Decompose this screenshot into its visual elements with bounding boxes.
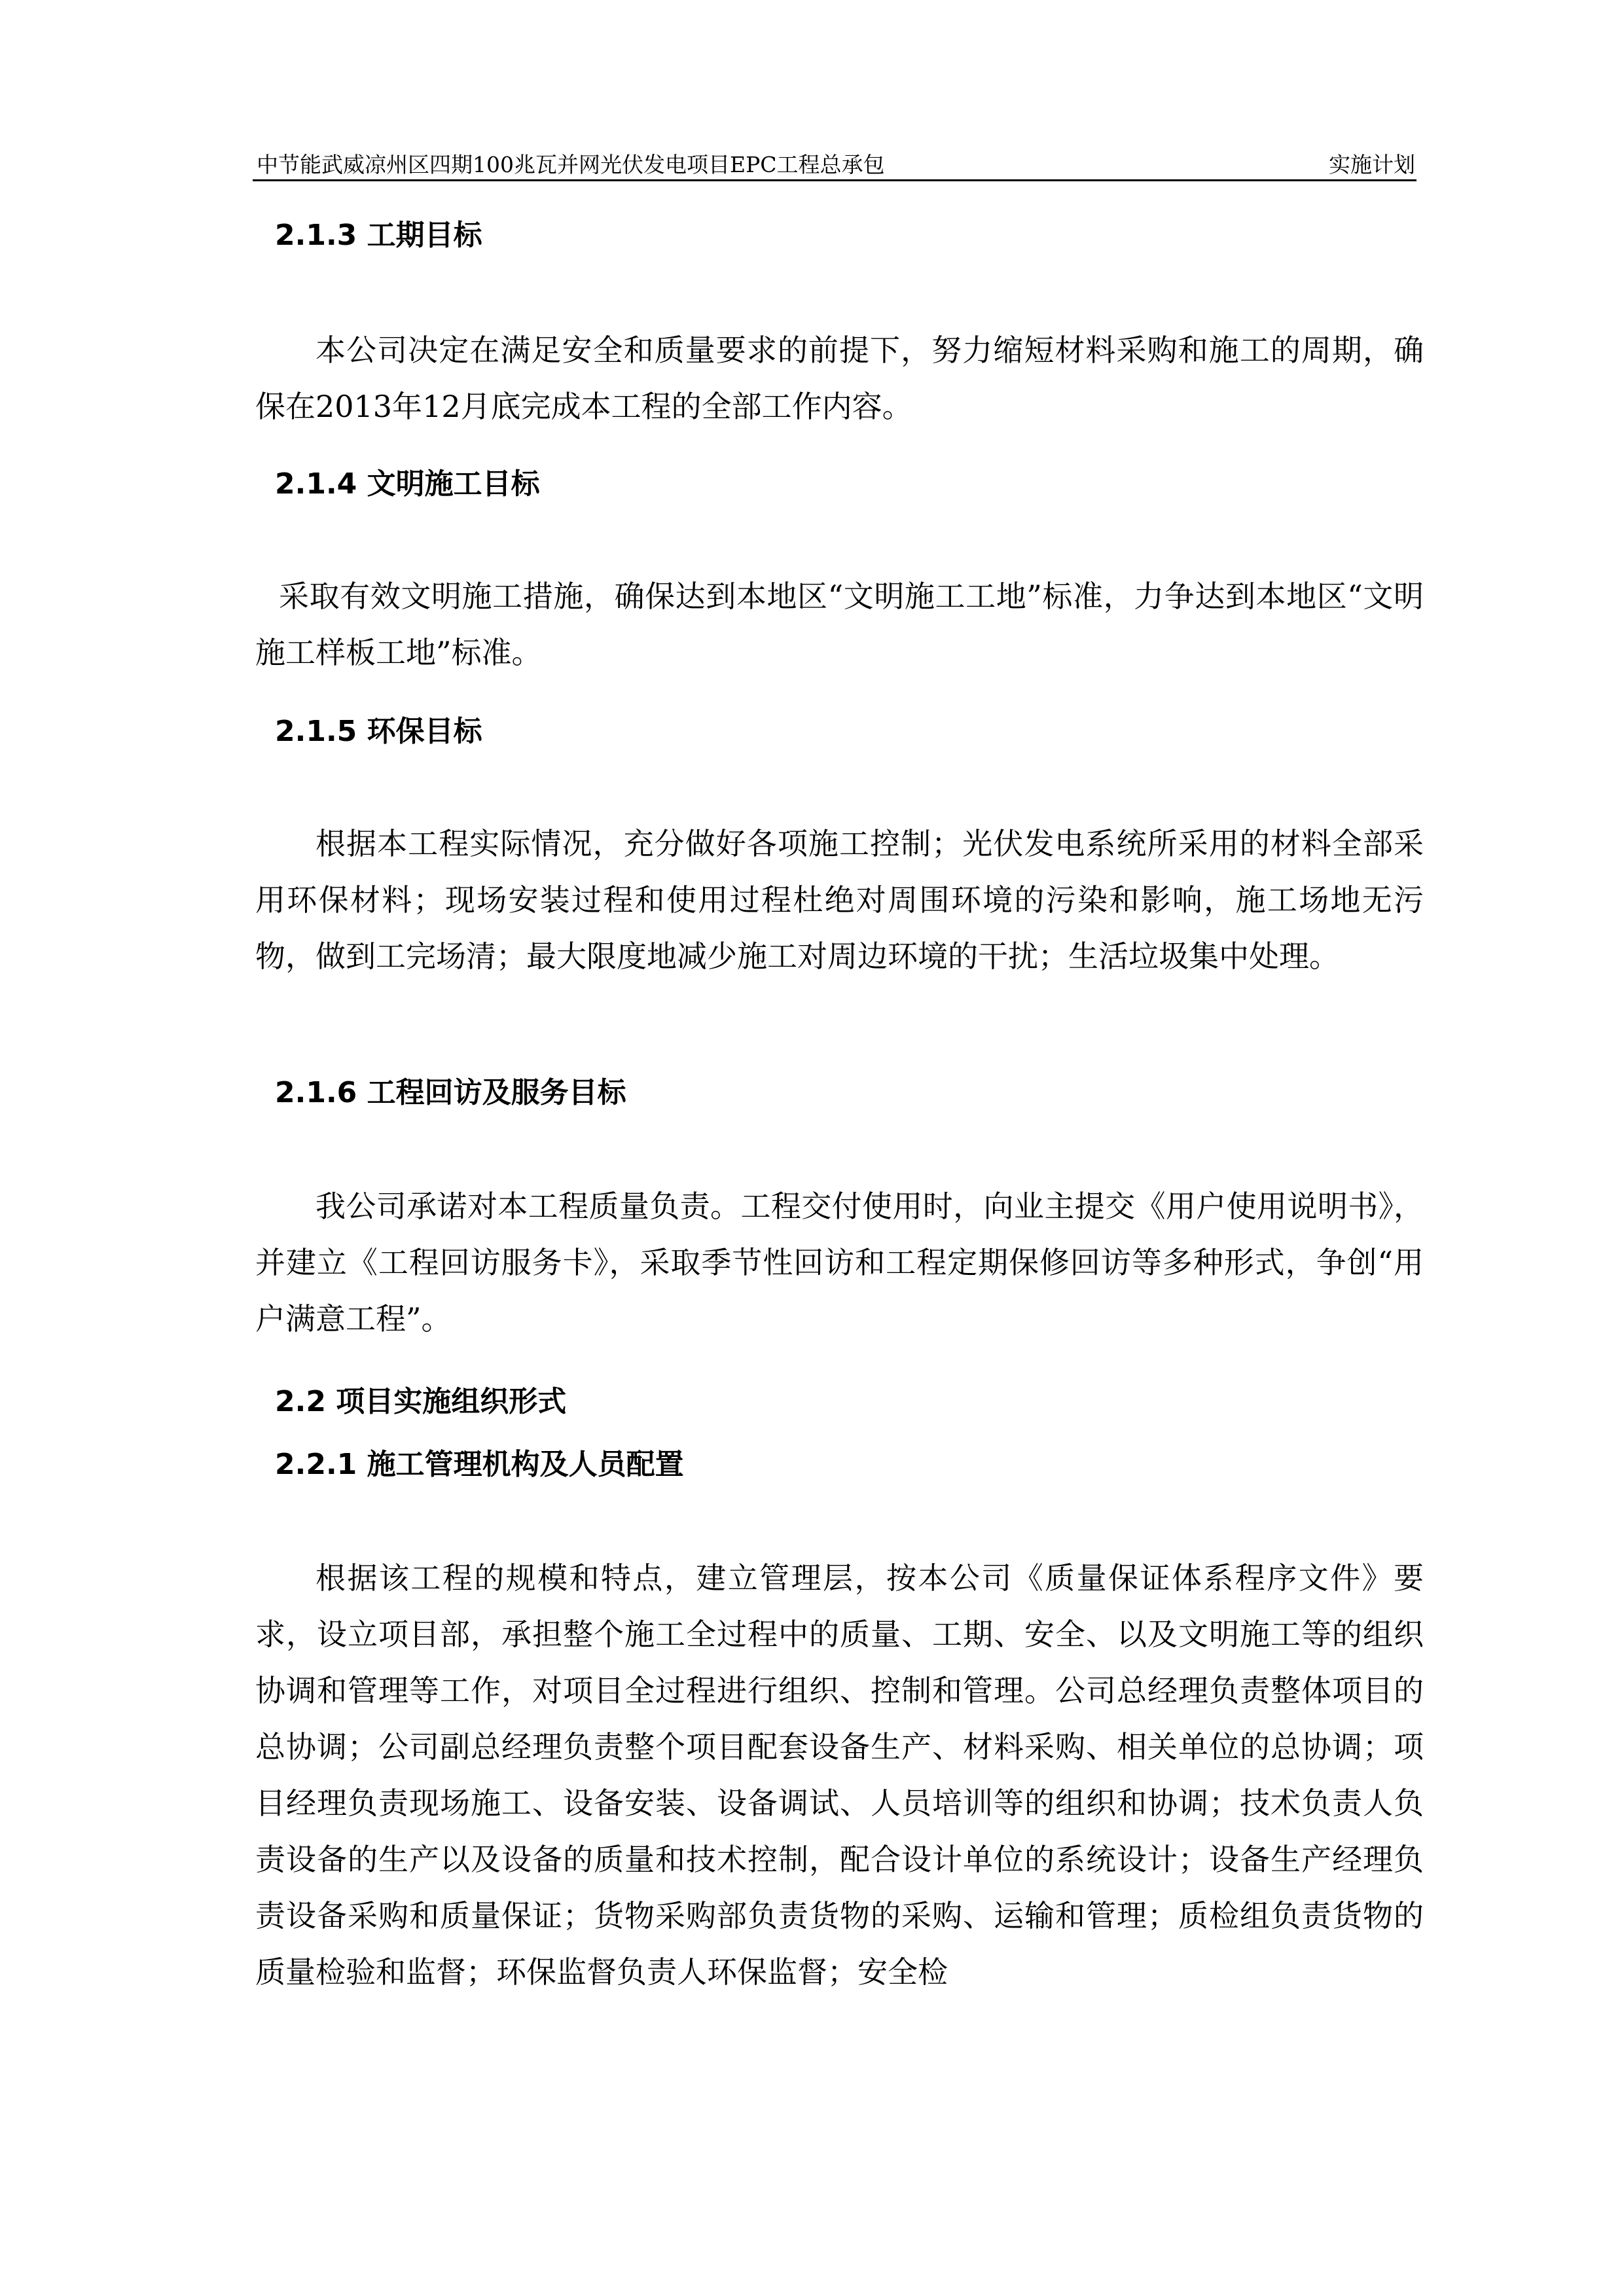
heading-2-2-1: 2.2.1 施工管理机构及人员配置 [275, 1448, 684, 1481]
header-divider [253, 179, 1416, 181]
header-section-label: 实施计划 [1329, 152, 1415, 177]
paragraph-2-1-4: 采取有效文明施工措施，确保达到本地区“文明施工工地”标准，力争达到本地区“文明施工样板工地”标准。 [255, 579, 1424, 670]
heading-2-1-4: 2.1.4 文明施工目标 [275, 467, 540, 501]
paragraph-2-1-3: 本公司决定在满足安全和质量要求的前提下，努力缩短材料采购和施工的周期，确保在2013年12月底完成本工程的全部工作内容。 [255, 332, 1424, 424]
paragraph-2-2-1: 根据该工程的规模和特点，建立管理层，按本公司《质量保证体系程序文件》要求，设立项目部，承担整个施工全过程中的质量、工期、安全、以及文明施工等的组织协调和管理等工作，对项目全过程进行组织、控制和管理。公司总经理负责整体项目的总协调；公司副总经理负责整个项目配套设备生产、材料采购、相关单位的总协调；项目经理负责现场施工、设备安装、设备调试、人员培训等的组织和协调；技术负责人负责设备的生产以及设备的质量和技术控制，配合设计单位的系统设计；设备生产经理负责设备采购和质量保证；货物采购部负责货物的采购、运输和管理；质检组负责货物的质量检验和监督；环保监督负责人环保监督；安全检 [255, 1560, 1424, 1990]
heading-2-1-5: 2.1.5 环保目标 [275, 715, 482, 748]
heading-2-1-3: 2.1.3 工期目标 [275, 219, 482, 252]
heading-2-1-6: 2.1.6 工程回访及服务目标 [275, 1076, 626, 1109]
heading-2-2: 2.2 项目实施组织形式 [275, 1385, 567, 1418]
header-project-title: 中节能武威凉州区四期100兆瓦并网光伏发电项目EPC工程总承包 [257, 152, 885, 177]
paragraph-2-1-5: 根据本工程实际情况，充分做好各项施工控制；光伏发电系统所采用的材料全部采用环保材料；现场安装过程和使用过程杜绝对周围环境的污染和影响，施工场地无污物，做到工完场清；最大限度地减少施工对周边环境的干扰；生活垃圾集中处理。 [255, 826, 1424, 974]
paragraph-2-1-6: 我公司承诺对本工程质量负责。工程交付使用时，向业主提交《用户使用说明书》，并建立《工程回访服务卡》，采取季节性回访和工程定期保修回访等多种形式，争创“用户满意工程”。 [255, 1189, 1424, 1336]
